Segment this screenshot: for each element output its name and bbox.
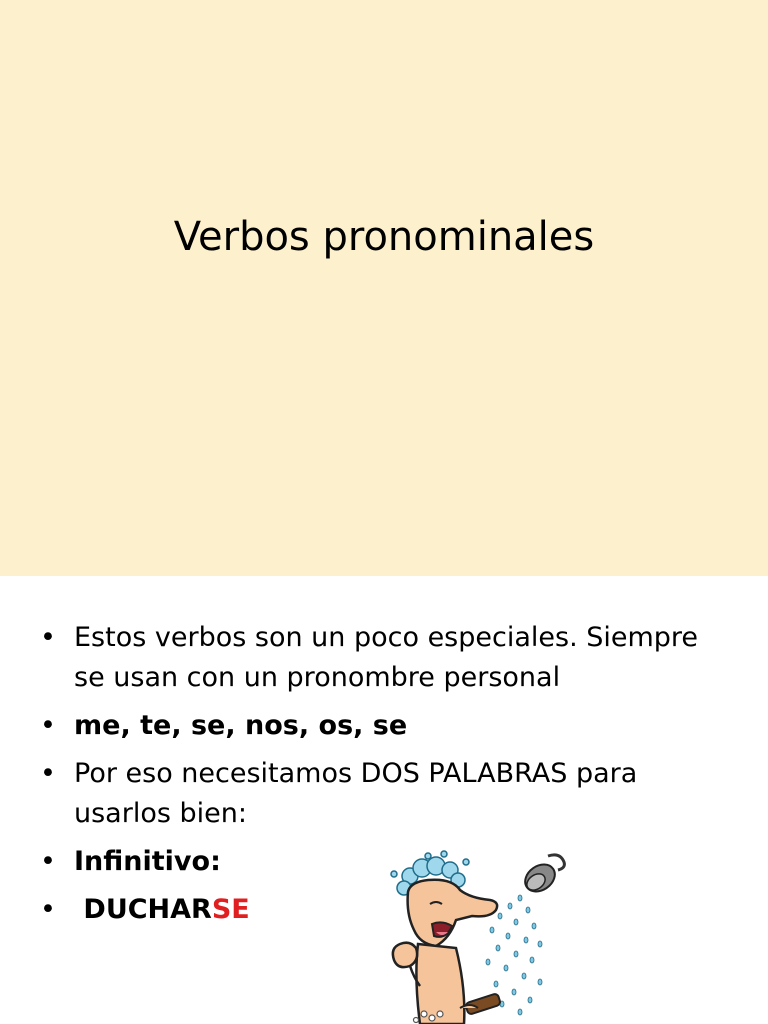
bullet-dot: • (40, 846, 56, 877)
bullet-text: Por eso necesitamos DOS PALABRAS para usarlos bien: (74, 758, 638, 829)
reflexive-suffix: SE (211, 894, 250, 925)
example-verb (74, 894, 250, 925)
showering-man-illustration (380, 848, 580, 1024)
bullet-dot: • (40, 894, 56, 925)
bullet-item (40, 706, 730, 746)
infinitive-label: Infinitivo: (74, 846, 221, 877)
shower-head-icon (520, 855, 564, 897)
bullet-item (40, 754, 730, 834)
bullet-dot: • (40, 758, 56, 789)
bullet-text: Estos verbos son un poco especiales. Siempre se usan con un pronombre personal (74, 622, 699, 693)
man-body (393, 943, 501, 1024)
bullet-dot: • (40, 622, 56, 653)
pronoun-list: me, te, se, nos, os, se (74, 710, 408, 741)
bullet-item (40, 618, 730, 698)
man-head (408, 880, 498, 946)
verb-stem: DUCHAR (83, 894, 212, 925)
bullet-dot: • (40, 710, 56, 741)
slide-title: Verbos pronominales (173, 214, 595, 260)
